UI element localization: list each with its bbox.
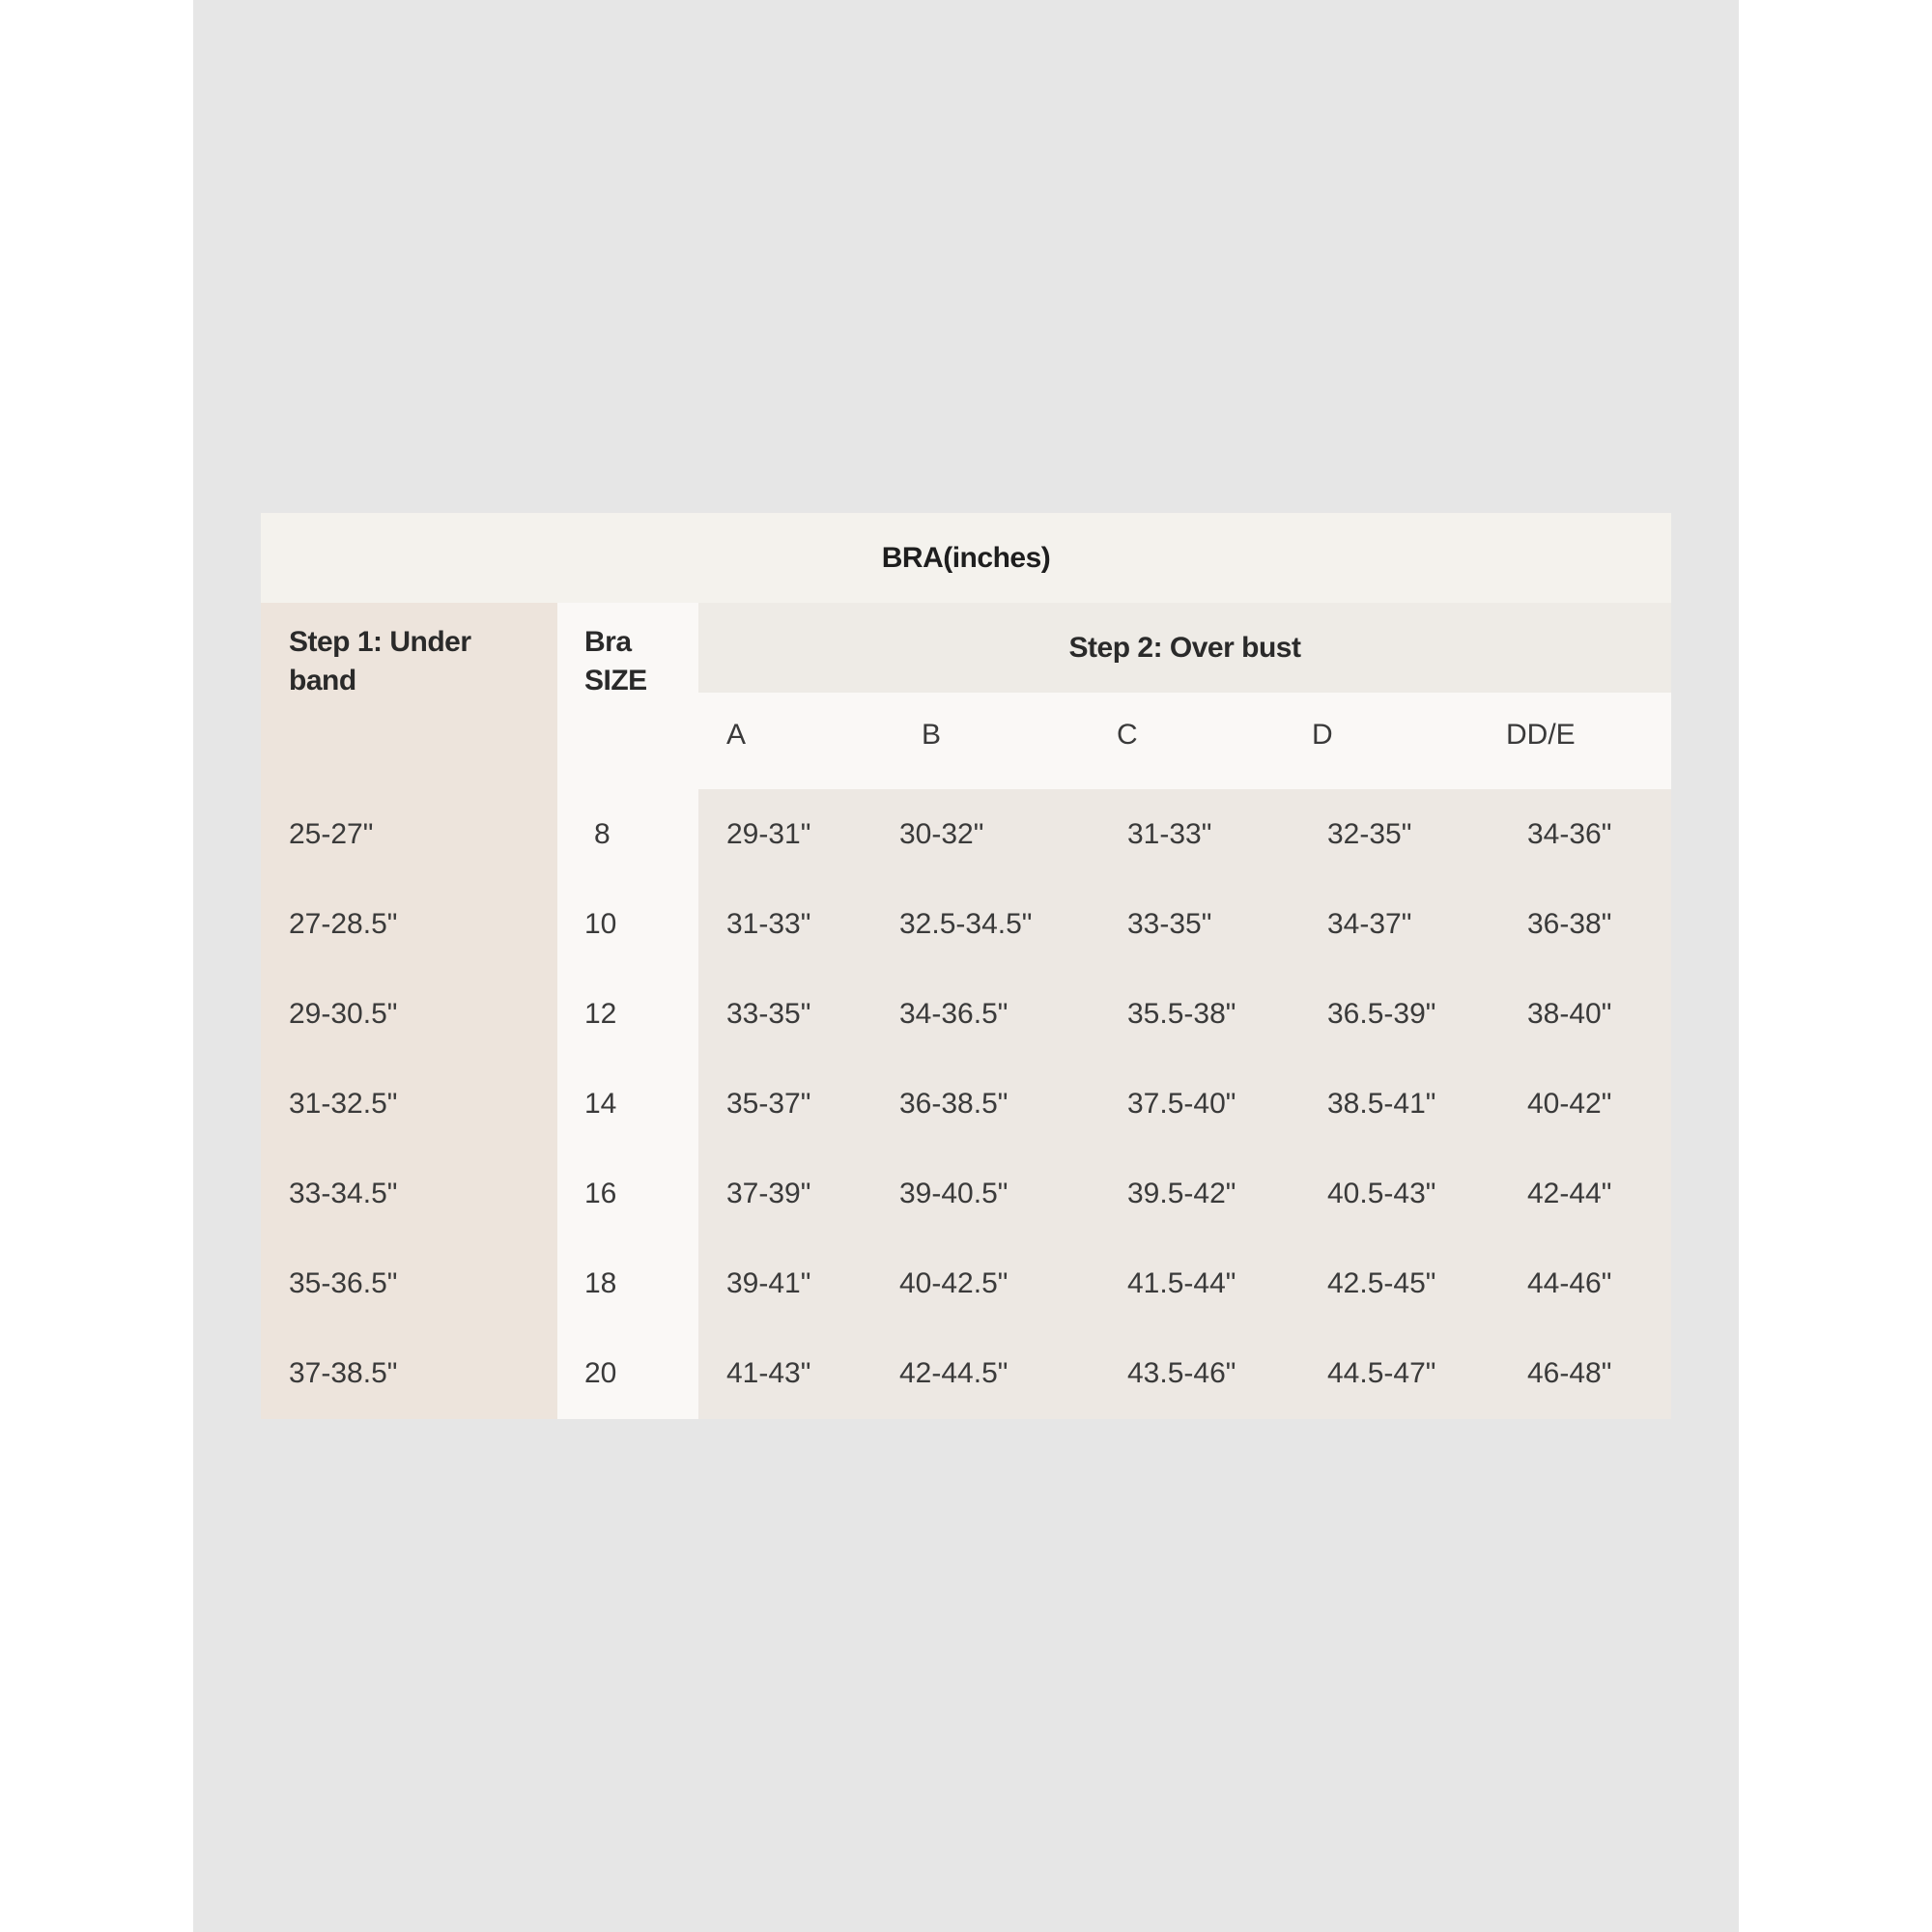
bra-size-chart <box>261 513 1671 1419</box>
over-bust-value: 34-36.5" <box>899 998 1009 1030</box>
over-bust-value: 39.5-42" <box>1127 1178 1236 1209</box>
over-bust-value: 38-40" <box>1527 998 1612 1030</box>
cup-label: A <box>726 719 747 751</box>
under-band-value: 31-32.5" <box>289 1088 398 1120</box>
over-bust-value: 37.5-40" <box>1127 1088 1236 1120</box>
over-bust-value: 42-44" <box>1527 1178 1612 1209</box>
over-bust-value: 36.5-39" <box>1327 998 1436 1030</box>
cup-label: D <box>1312 719 1333 751</box>
bra-size-value: 20 <box>584 1357 617 1389</box>
over-bust-value: 42.5-45" <box>1327 1267 1436 1299</box>
over-bust-value: 41-43" <box>726 1357 811 1389</box>
over-bust-value: 40.5-43" <box>1327 1178 1436 1209</box>
chart-title-bar <box>261 513 1671 603</box>
over-bust-value: 40-42" <box>1527 1088 1612 1120</box>
bra-size-column <box>557 603 698 1419</box>
over-bust-value: 42-44.5" <box>899 1357 1009 1389</box>
over-bust-value: 36-38.5" <box>899 1088 1009 1120</box>
over-bust-value: 44-46" <box>1527 1267 1612 1299</box>
over-bust-header: Step 2: Over bust <box>1068 631 1301 664</box>
under-band-value: 33-34.5" <box>289 1178 398 1209</box>
over-bust-value: 46-48" <box>1527 1357 1612 1389</box>
under-band-value: 29-30.5" <box>289 998 398 1030</box>
over-bust-value: 39-41" <box>726 1267 811 1299</box>
over-bust-value: 33-35" <box>726 998 811 1030</box>
over-bust-value: 32.5-34.5" <box>899 908 1033 940</box>
over-bust-value: 31-33" <box>1127 818 1212 850</box>
under-band-header: Step 1: Under band <box>289 626 471 696</box>
over-bust-value: 33-35" <box>1127 908 1212 940</box>
bra-size-value: 10 <box>584 908 617 940</box>
over-bust-value: 38.5-41" <box>1327 1088 1436 1120</box>
over-bust-value: 36-38" <box>1527 908 1612 940</box>
bra-size-value: 14 <box>584 1088 617 1120</box>
over-bust-value: 34-37" <box>1327 908 1412 940</box>
image-panel <box>193 0 1739 1932</box>
over-bust-value: 43.5-46" <box>1127 1357 1236 1389</box>
over-bust-value: 40-42.5" <box>899 1267 1009 1299</box>
bra-size-value: 18 <box>584 1267 617 1299</box>
under-band-value: 25-27" <box>289 818 374 850</box>
bra-size-value: 16 <box>584 1178 617 1209</box>
cup-label: C <box>1117 719 1138 751</box>
under-band-value: 37-38.5" <box>289 1357 398 1389</box>
under-band-value: 27-28.5" <box>289 908 398 940</box>
over-bust-value: 32-35" <box>1327 818 1412 850</box>
cup-label: DD/E <box>1506 719 1576 751</box>
over-bust-header-bar <box>698 603 1671 693</box>
over-bust-value: 41.5-44" <box>1127 1267 1236 1299</box>
bra-size-header: Bra SIZE <box>584 626 647 696</box>
over-bust-value: 39-40.5" <box>899 1178 1009 1209</box>
over-bust-value: 34-36" <box>1527 818 1612 850</box>
over-bust-value: 35-37" <box>726 1088 811 1120</box>
over-bust-value: 30-32" <box>899 818 984 850</box>
over-bust-value: 35.5-38" <box>1127 998 1236 1030</box>
over-bust-value: 37-39" <box>726 1178 811 1209</box>
over-bust-value: 44.5-47" <box>1327 1357 1436 1389</box>
bra-size-value: 8 <box>594 818 611 850</box>
chart-title: BRA(inches) <box>881 541 1051 574</box>
cup-label: B <box>922 719 942 751</box>
over-bust-value: 31-33" <box>726 908 811 940</box>
under-band-value: 35-36.5" <box>289 1267 398 1299</box>
bra-size-value: 12 <box>584 998 617 1030</box>
over-bust-value: 29-31" <box>726 818 811 850</box>
